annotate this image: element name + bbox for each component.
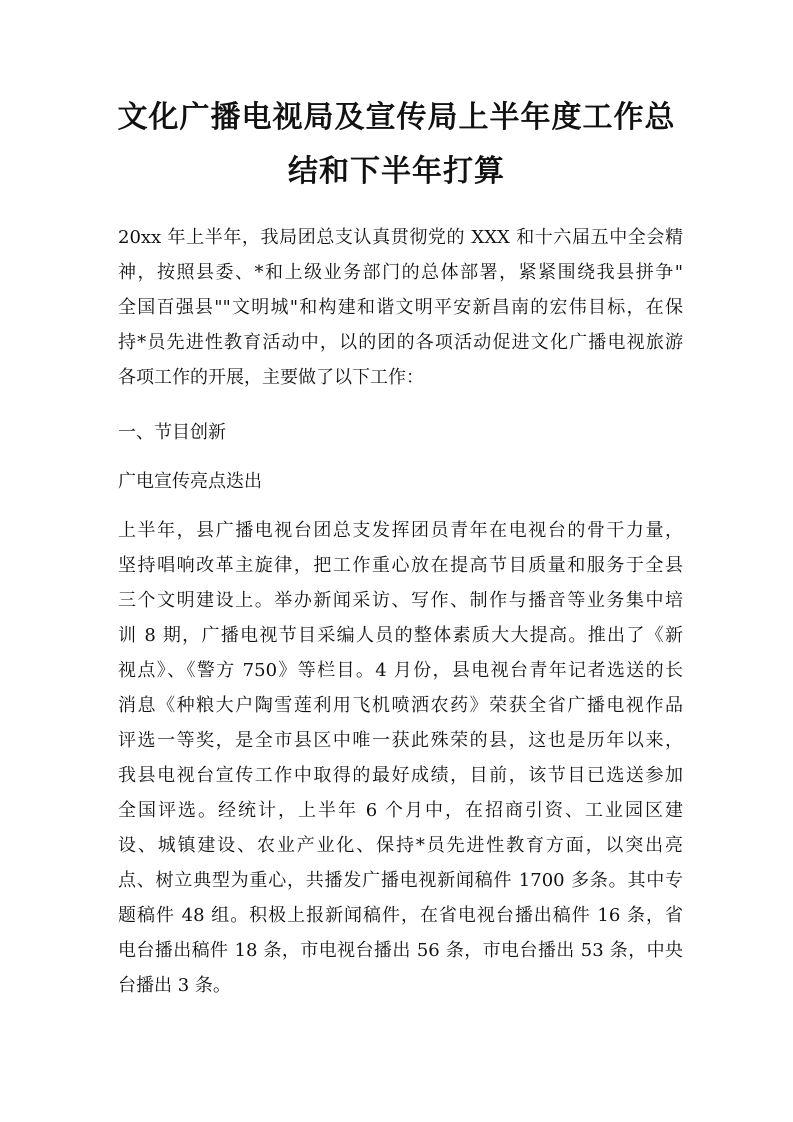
paragraph-line: 题稿件 48 组。积极上报新闻稿件，在省电视台播出稿件 16 条，省 [118,905,683,926]
paragraph-line: 神，按照县委、*和上级业务部门的总体部署，紧紧围绕我县拼争" [118,262,683,283]
paragraph-line: 上半年，县广播电视台团总支发挥团员青年在电视台的骨干力量， [118,520,683,541]
paragraph-line: 消息《种粮大户陶雪莲利用飞机喷洒农药》荣获全省广播电视作品 [118,695,683,716]
paragraph-line: 视点》、《警方 750》等栏目。4 月份，县电视台青年记者选送的长 [118,660,683,681]
paragraph-line: 设、城镇建设、农业产业化、保持*员先进性教育方面，以突出亮 [118,835,683,856]
paragraph-line: 三个文明建设上。举办新闻采访、写作、制作与播音等业务集中培 [118,590,683,611]
intro-paragraph [118,220,683,395]
paragraph-line: 我县电视台宣传工作中取得的最好成绩，目前，该节目已选送参加 [118,765,683,786]
paragraph-line: 点、树立典型为重心，共播发广播电视新闻稿件 1700 多条。其中专 [118,870,683,891]
paragraph-line: 电台播出稿件 18 条，市电视台播出 56 条，市电台播出 53 条，中央 [118,940,683,961]
paragraph-line: 评选一等奖，是全市县区中唯一获此殊荣的县，这也是历年以来， [118,730,683,751]
section-paragraph [118,513,683,1003]
document-title-line-2: 结和下半年打算 [288,154,505,189]
paragraph-line: 坚持唱响改革主旋律，把工作重心放在提高节目质量和服务于全县 [118,555,683,576]
subsection-heading: 广电宣传亮点迭出 [118,471,262,492]
paragraph-line: 持*员先进性教育活动中，以的团的各项活动促进文化广播电视旅游 [118,332,683,353]
paragraph-line: 20xx 年上半年，我局团总支认真贯彻党的 XXX 和十六届五中全会精 [118,227,683,248]
paragraph-line: 全国评选。经统计，上半年 6 个月中，在招商引资、工业园区建 [118,800,683,821]
paragraph-line: 全国百强县""文明城"和构建和谐文明平安新昌南的宏伟目标，在保 [118,297,683,318]
paragraph-line: 训 8 期，广播电视节目采编人员的整体素质大大提高。推出了《新 [118,625,683,646]
document-title-line-1: 文化广播电视局及宣传局上半年度工作总 [117,100,676,135]
section-heading: 一、节目创新 [118,422,226,443]
paragraph-line: 台播出 3 条。 [118,975,231,996]
paragraph-line: 各项工作的开展，主要做了以下工作： [118,367,424,388]
